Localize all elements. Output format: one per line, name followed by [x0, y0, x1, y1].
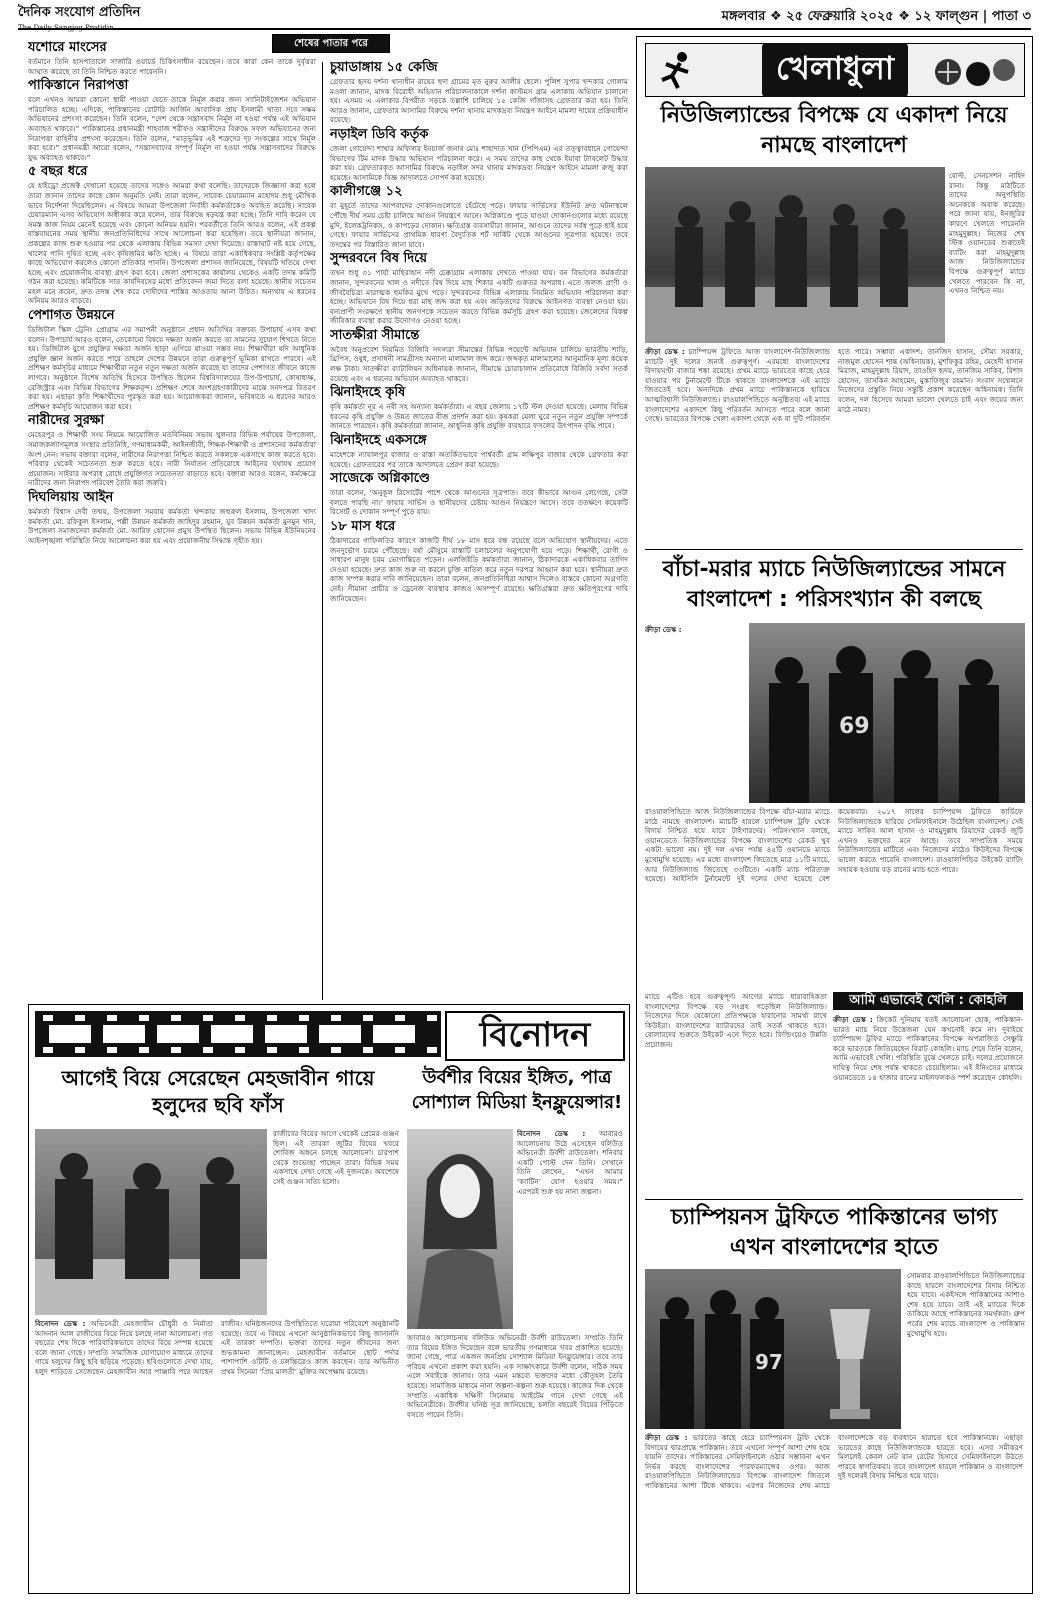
- sports-headline-1: নিউজিল্যান্ডের বিপক্ষে যে একাদশ নিয়ে নামছে বাংলাদেশ: [660, 103, 1008, 158]
- middle-section-body: জেলা গোয়েন্দা শাখার অফিসার ইনচার্জ জনাব মোঃ শাহাদাত খান (পিপিএম) এর তত্ত্বাবধানে গোয়েন্দা বিভাগের টিম মাদক উদ্ধার অভিযান পরিচালনা করে। এ সময় তাদের কাছ থেকে ইয়াবা ট্যাবলেট উদ্ধার করা হয়। গ্রেফতারকৃত আসামির বিরুদ্ধে নড়াইল সদর থানায় মাদকদ্রব্য নিয়ন্ত্রণ আইনে মামলা রুজু করা হয়েছে। আসামিকে বিজ্ঞ আদালতে সোপর্দ করা হয়েছে।: [330, 143, 628, 182]
- sports-story3-body: [833, 1015, 1023, 1195]
- sports-story1-text: চ্যাম্পিয়ন্স ট্রফিতে আজ বাংলাদেশ-নিউজিল্যান্ড ম্যাচটি দুই দলের জন্যই গুরুত্বপূর্ণ। এরমধ্যে বাংলাদেশের বিদায়ঘণ্টা বাজার শঙ্কা রয়েছে। প্রথম ম্যাচে ভারতের কাছে হেরে যাওয়ার পর টুর্নামেন্টে টিকে থাকতে বাংলাদেশকে এই ম্যাচে জিততেই হবে। অন্যদিকে প্রথম ম্যাচে পাকিস্তানকে হারিয়ে আত্মবিশ্বাসী নিউজিল্যান্ড। রাওয়ালপিন্ডিতে অনুষ্ঠিতব্য এই ম্যাচে বাংলাদেশের একাদশে কিছু পরিবর্তন আসতে পারে বলে জানা গেছে। ভারতের বিপক্ষে খেলা একাদশ থেকে এক বা দুটি পরিবর্তন হতে পারে। সম্ভাব্য একাদশ: তানজিদ হাসান, সৌম্য সরকার, নাজমুল হোসেন শান্ত (অধিনায়ক), মুশফিকুর রহিম, মেহেদী হাসান মিরাজ, মাহমুদুল্লাহ রিয়াদ, তাওহিদ হৃদয়, তানজিম সাকিব, রিশাদ হোসেন, তাসকিন আহমেদ, মুস্তাফিজুর রহমান। সংবাদ সম্মেলনে নিজেদের প্রস্তুতি নিয়ে সন্তুষ্টি প্রকাশ করেছেন অধিনায়ক। তিনি বলেন, দল হিসেবে আমরা ভালো খেলতে চাই এবং জয়ের জন্য মাঠে নামব।: [645, 347, 1023, 424]
- middle-section-body: অবৈধ অনুপ্রবেশ নিয়মিত বিজিবি সদস্যরা সীমান্তের বিভিন্ন পয়েন্টে অভিযান চালিয়ে ভারতীয় শাড়ি, থ্রিপিস, ওষুধ, প্রসাধনী সামগ্রীসহ অন্যান্য মালামাল জব্দ করে। জব্দকৃত মালামালের আনুমানিক মূল্য কয়েক লক্ষ টাকা। সাতক্ষীরা ব্যাটালিয়ন অধিনায়ক জানান, সীমান্তে চোরাচালান প্রতিরোধে বিজিবি সর্বদা সতর্ক রয়েছে এবং এ ধরনের অভিযান অব্যাহত থাকবে।: [330, 344, 628, 383]
- sports-story2-continued: ম্যাচে এটিও হবে গুরুত্বপূর্ণ। আগের ম্যাচে ধারাবাহিকতা বাংলাদেশের বিপক্ষে বড় সংগ্রহ গড়েছিল নিউজিল্যান্ড। নিজেদের দিনে যেকোনো প্রতিপক্ষকে হারানোর সামর্থ্য রাখে কিউইরা। বাংলাদেশের ব্যাটারদের তাই সতর্ক থাকতে হবে। বোলারদের শুরুতে উইকেট এনে দিতে হবে। ফিল্ডিংয়েও উন্নতি প্রয়োজন।: [645, 992, 827, 1049]
- nz-players-illustration: [749, 623, 1025, 803]
- left-section-body: কর্মকর্তা বিশ্বাস দেবী তন্ময়, উপজেলা সমবায় কর্মকর্তা খন্দকার জহুরুল ইসলাম, উপজেলা খাদ্য কর্মকর্তা মো. রফিকুল ইসলাম, পল্লী উন্নয়ন কর্মকর্তা জাহিদুর রহমান, যুব উন্নয়ন কর্মকর্তা মুনমুন খান, উপজেলা সমাজসেবা কর্মকর্তা মো. আরিফ হোসেন প্রমুখ উপস্থিত ছিলেন। সভায় বিভিন্ন ইউনিয়নের আইনশৃঙ্খলা পরিস্থিতি নিয়ে আলোচনা করা হয় এবং প্রয়োজনীয় সিদ্ধান্ত গৃহীত হয়।: [28, 506, 316, 545]
- sports-title: খেলাধুলা: [762, 43, 908, 97]
- sports-section: [636, 36, 1033, 1594]
- haldi-ceremony-illustration: [35, 1129, 267, 1315]
- trophy-illustration: [645, 1269, 901, 1429]
- entertainment-story1-body: [35, 1319, 399, 1587]
- sports-headline-2: বাঁচা-মরার ম্যাচে নিউজিল্যান্ডের সামনে বাংলাদেশ : পরিসংখ্যান কী বলছে: [662, 557, 1006, 612]
- entertainment-headline-2: উর্বশীর বিয়ের ইঙ্গিত, পাত্র সোশ্যাল মিডিয়া ইনফ্লুয়েন্সার!: [411, 1067, 623, 1113]
- svg-text:97: 97: [755, 1350, 783, 1374]
- middle-section-body: তখন শুধু ৩১ পার্যা মাছিরাহান নদী চেক্কাগ্রাম এলাকায় দেখতে পাওয়া যায়। বন বিভাগের কর্মকর্তারা জানান, সুন্দরবনের খাল ও নদীতে বিষ দিয়ে মাছ শিকার একটি গুরুতর অপরাধ। এতে জলজ প্রাণী ও জীববৈচিত্র্য মারাত্মক হুমকির মুখে পড়ে। সুন্দরবনের বিভিন্ন এলাকায় নিয়মিত অভিযান পরিচালনা করা হচ্ছে। অভিযানে বিষ দিয়ে ধরা মাছ জব্দ করা হয় এবং জড়িতদের বিরুদ্ধে আইনগত ব্যবস্থা নেওয়া হয়। বন্যপ্রাণী সংরক্ষণে স্থানীয় জনগণকে সচেতন করতে বিভিন্ন কর্মসূচি গ্রহণ করা হয়েছে। জেলেদের বিকল্প জীবিকার ব্যবস্থা করার উদ্যোগও নেওয়া হচ্ছে।: [330, 268, 628, 326]
- middle-section-body: কৃষি কর্মকর্তা নূর এ নবী সহ অন্যান্য কর্মকর্তারা। এ বছর জেলায় ১৭টি স্টল দেওয়া হয়েছে। মেলায় বিভিন্ন ধরনের কৃষি প্রযুক্তি ও উন্নত জাতের বীজ প্রদর্শন করা হয়। কৃষকরা মেলা ঘুরে নতুন নতুন প্রযুক্তি সম্পর্কে জানতে পারছেন। কৃষি কর্মকর্তারা জানান, আধুনিক কৃষি প্রযুক্তি ব্যবহারে ফসলের উৎপাদন বৃদ্ধি পাবে।: [330, 402, 628, 431]
- bangladesh-team-photo: [645, 167, 945, 343]
- middle-section-heading: ঝিনাইদহে কৃষি: [330, 385, 406, 401]
- sports-story4-dateline: ক্রীড়া ডেস্ক :: [645, 1433, 688, 1442]
- new-zealand-team-photo: [749, 623, 1025, 803]
- masthead: [18, 6, 1031, 30]
- middle-section-heading: নড়াইল ডিবি কর্তৃক: [330, 126, 429, 142]
- entertainment-section: [28, 1004, 630, 1594]
- sports-story4-side: সোমবার রাওয়ালপিন্ডিতে নিউজিল্যান্ডের কাছে হারলে বাংলাদেশের বিদায় নিশ্চিত হয়ে যাবে। একইসঙ্গে পাকিস্তানের আশাও শেষ হয়ে যাবে। তাই এই ম্যাচের দিকে তাকিয়ে আছে পাকিস্তানের সমর্থকরা। গ্রুপ পর্বের শেষ ম্যাচে বাংলাদেশ ও পাকিস্তান মুখোমুখি হবে।: [907, 1271, 1025, 1338]
- left-section-heading: দিঘলিয়ায় আইন: [28, 489, 114, 505]
- left-section-heading: যশোরে মাংসের: [28, 40, 107, 55]
- left-sections: [28, 40, 316, 545]
- middle-section-body: ঠিকাদারের গাফিলতির কারণে কাজটি দীর্ঘ ১৮ মাস ধরে বন্ধ রয়েছে বলে অভিযোগ স্থানীয়দের। এতে জনদুর্ভোগ চরমে পৌঁছেছে। বর্ষা মৌসুমে রাস্তাটি চলাচলের অনুপযোগী হয়ে পড়ে। শিক্ষার্থী, রোগী ও সাধারণ মানুষ চরম ভোগান্তিতে পড়েন। এলজিইডি কর্মকর্তারা জানান, ঠিকাদারকে একাধিকবার তাগিদ দেওয়া হয়েছে। দ্রুত কাজ শুরু না করলে চুক্তি বাতিল করে নতুন দরপত্র আহ্বান করা হবে। স্থানীয়রা দ্রুত কাজ সম্পন্ন করার দাবি জানিয়েছেন। তারা বলেন, জনপ্রতিনিধিরা আশ্বাস দিলেও বাস্তবে কোনো অগ্রগতি নেই। সীমানা প্রাচীর ও ড্রেনেজ ব্যবস্থার কাজও অসম্পূর্ণ রয়েছে। ক্ষতিগ্রস্তরা দ্রুত ক্ষতিপূরণের দাবি জানিয়েছেন।: [330, 536, 628, 603]
- left-section-body: ডিজিটাল স্কিল ট্রেনিং প্রোগ্রাম এর সমাপনী অনুষ্ঠানে প্রধান অতিথির বক্তব্যে উপাচার্য এসব কথা বলেন। উপাচার্য আরও বলেন, তেকোনো বিষয়ে দক্ষতা অর্জন করতে তা সামনের সুযোগ শিখতে নিতে হয়। ডিজিটাল যুগে প্রযুক্তির দক্ষতা অর্জন ছাড়া এগিয়ে যাওয়া সম্ভব নয়। শিক্ষার্থীরা যদি আধুনিক প্রযুক্তি জ্ঞান অর্জন করতে পারে তাহলে দেশের উন্নয়নে তারা গুরুত্বপূর্ণ ভূমিকা রাখতে পারবে। এই প্রশিক্ষণ কর্মসূচির মাধ্যমে শিক্ষার্থীরা নতুন নতুন দক্ষতা অর্জন করেছে যা তাদের পেশাগত জীবনে কাজে লাগবে। অনুষ্ঠানে বিশেষ অতিথি হিসেবে উপস্থিত ছিলেন বিশ্ববিদ্যালয়ের উপ-উপাচার্য, কোষাধ্যক্ষ, রেজিস্ট্রার এবং বিভিন্ন বিভাগের শিক্ষকবৃন্দ। প্রশিক্ষণ শেষে অংশগ্রহণকারীদের মাঝে সনদপত্র বিতরণ করা হয়। এছাড়া কৃতি শিক্ষার্থীদের পুরস্কৃত করা হয়। আয়োজকরা জানান, ভবিষ্যতে এ ধরনের আরও প্রশিক্ষণ কর্মসূচি আয়োজন করা হবে।: [28, 325, 316, 411]
- middle-section-heading: ১৮ মাস ধরে: [330, 519, 396, 534]
- middle-section-body: গ্রেফতার হৃদয় দর্শনা থানাধীন রায়ের হুদা গ্রামের মৃত নুরুর আলীর ছেলে। পুলিশ সুপার খন্দকার গোলাম মওলা জানান, মাদক বিরোধী অভিযান পরিচালনাকালে দর্শনা কাস্টমস গ্রাম এলাকায় অভিযান চালানো হয়। এসময় এ এলাকার বিপরীত সড়কে তল্লাশি চালিয়ে ১৫ কেজি গাঁজাসহ গ্রেফতার করা হয়। তিনি আরও জানান, গ্রেফতার আসামির বিরুদ্ধে দর্শনা থানায় মাদকদ্রব্য নিয়ন্ত্রণ আইনে মামলা দায়ের প্রক্রিয়াধীন রয়েছে।: [330, 77, 628, 125]
- middle-section-heading: সাতক্ষীরা সীমান্তে: [330, 327, 420, 343]
- entertainment-title: বিনোদন: [445, 1011, 625, 1061]
- sports-divider-2: [645, 1199, 1023, 1200]
- middle-section-body: মাহেশকে ন্যায়ালপুর বাজার ও রাস্তা অতর্কিতভাবে পার্শ্ববর্তী গ্রাম লক্ষিপুর বাজার থেকে গ্রেফতার করা হয়েছে। গ্রেফতারের পর তাকে আদালতে প্রেরণ করা হয়েছে।: [330, 450, 628, 469]
- sports-story2-dateline: ক্রীড়া ডেস্ক :: [645, 625, 682, 634]
- left-section-heading: নারীদের সুরক্ষা: [28, 413, 105, 429]
- left-section-heading: পেশাগত উন্নয়নে: [28, 308, 115, 324]
- left-section-body: মেহেরপুর ও শিক্ষার্থী সংঘ নিয়মে আয়োজিত মতবিনিময় সভায় খুলনার বিভিন্ন পর্যায়ের উপজেলা, সমাজকল্যাণমূলক সংস্থার প্রতিনিধি, গণমাধ্যমকর্মী, আইনজীবী, শিক্ষক-শিক্ষার্থী ও প্রশাসনের কর্মকর্তারা অংশ নেন। সভায় বক্তারা বলেন, নারীদের নিরাপত্তা নিশ্চিত করতে সকলকে একসাথে কাজ করতে হবে। পরিবার থেকেই সচেতনতা শুরু করতে হবে। নারী নির্যাতন প্রতিরোধে আইনের যথাযথ প্রয়োগ প্রয়োজন। সাইবার অপরাধ রোধে প্রযুক্তিগত সচেতনতা বাড়াতে হবে। বক্তারা আরও বলেন, কর্মক্ষেত্রে নারীদের জন্য নিরাপদ পরিবেশ তৈরি করা জরুরি।: [28, 430, 316, 488]
- left-section-heading: ৫ বছর ধরে: [28, 164, 88, 180]
- middle-section-body: বা মুহূর্তে তাদের আপবাদের দোকানগুলোতে হেঁটেছে পড়ে। ফায়ার সার্ভিসের ইউনিট দ্রুত ঘটনাস্থলে পৌঁছে দীর্ঘ সময় চেষ্টা চালিয়ে আগুন নিয়ন্ত্রণে আনে। অগ্নিকাণ্ডে পুড়ে যাওয়া দোকানগুলোর মধ্যে রয়েছে মুদি, ইলেকট্রনিকস, ও কাপড়ের দোকান। ক্ষতিগ্রস্ত ব্যবসায়ীরা জানান, আগুনে তাদের সর্বস্ব পুড়ে ছাই হয়ে গেছে। ফায়ার সার্ভিসের প্রাথমিক ধারণা বৈদ্যুতিক শর্ট সার্কিট থেকে আগুনের সূত্রপাত হয়েছে। তবে তদন্তের পর বিস্তারিত জানা যাবে।: [330, 201, 628, 249]
- mehazabien-haldi-photo: [35, 1129, 267, 1315]
- sports-story1-side: বোল্ট, সেনসেশন নাহিদ রানা। কিন্তু মাঠটিতে তাদের অনুপস্থিতি অনেককে অবাক করেছে। পরে জানা যায়, ইনজুরির কারণে খেলতে পারেননি মাহমুদুল্লাহ। নিজের শেষ স্টিক ওয়ানডের শুরুতেই ব্যাটিং করা মাহমুদুল্লাহ আজ নিউজিল্যান্ডের বিপক্ষে গুরুত্বপূর্ণ ম্যাচে খেলতে পারবেন কি না, এখনও নিশ্চিত নয়।: [949, 171, 1025, 296]
- entertainment-headline-1: আগেই বিয়ে সেরেছেন মেহজাবীন গায়ে হলুদের ছবি ফাঁস: [61, 1066, 375, 1117]
- sports-divider: [645, 549, 1023, 550]
- film-strip-banner: [35, 1011, 441, 1057]
- sports-story3-text: ক্রিকেট দুনিয়ায় যতই আলোচনা হোক, পাকিস্তান-ভারত ম্যাচ নিয়ে উত্তেজনা যেন কখনোই কমে না। দুবাইয়ে চ্যাম্পিয়ন্স ট্রফির ম্যাচে পাকিস্তানের বিপক্ষে অপরাজিত সেঞ্চুরি করে ভারতকে জিতিয়েছেন বিরাট কোহলি। ম্যাচ শেষে তিনি বলেন, আমি এভাবেই খেলি। পরিস্থিতি বুঝে খেলতে চাই। দলের প্রয়োজনে দায়িত্ব নিয়ে শেষ পর্যন্ত থাকতে চেয়েছিলাম। এই ইনিংসের মাধ্যমে ওয়ানডেতে ১৪ হাজার রানের মাইলফলকও স্পর্শ করেছেন কোহলি।: [833, 1015, 1023, 1082]
- sports-story4-body: [645, 1433, 1023, 1587]
- sports-story2-body: রাওয়ালপিন্ডিতে আজ নিউজিল্যান্ডের বিপক্ষে বাঁচা-মরার ম্যাচে মাঠে নামছে বাংলাদেশ। ম্যাচটি হারলে চ্যাম্পিয়ন্স ট্রফি থেকে বিদায় নিশ্চিত হয়ে যাবে টাইগারদের। পরিসংখ্যান বলছে, ওয়ানডেতে নিউজিল্যান্ডের বিপক্ষে বাংলাদেশের রেকর্ড খুব একটা ভালো নয়। দুই দল এখন পর্যন্ত ৪৫টি ওয়ানডে ম্যাচে মুখোমুখি হয়েছে। এর মধ্যে বাংলাদেশ জিতেছে মাত্র ১১টি ম্যাচে, আর নিউজিল্যান্ড জিতেছে ৩৩টিতে। একটি ম্যাচ পরিত্যক্ত হয়েছে। আইসিসি টুর্নামেন্টে দুই দলের দেখা হয়েছে বেশ কয়েকবার। ২০১৭ সালের চ্যাম্পিয়ন্স ট্রফিতে কার্ডিফে নিউজিল্যান্ডকে হারিয়ে সেমিফাইনালে উঠেছিল বাংলাদেশ। সেই ম্যাচে সাকিব আল হাসান ও মাহমুদুল্লাহ রিয়াদের রেকর্ড জুটি এখনও ভক্তদের মনে আছে। তবে সাম্প্রতিক সময়ে নিউজিল্যান্ডের মাটিতে এবং নিজেদের মাঠেও কিউইদের বিপক্ষে ভালো করতে পারেনি বাংলাদেশ। রাওয়ালপিন্ডির উইকেট ব্যাটিং সহায়ক হওয়ায় বড় রানের ম্যাচ হতে পারে।: [645, 807, 1023, 884]
- entertainment-story2-intro: বিনোদন ডেস্ক : আবারও আলোচনায় উঠে এসেছেন বলিউড অভিনেত্রী উর্বশী রাউতেলা। শনিবার একটি পোস্ট দেন তিনি। সেখানে তিনি লেখেন, “এখন আমার ‘ক্যাটিন’ যোগ হওয়ার সময়।” এরপরই শুরু হয় নানা জল্পনা।: [517, 1129, 623, 1196]
- players-illustration: [645, 167, 945, 343]
- sports-story3-dateline: ক্রীড়া ডেস্ক :: [833, 1015, 873, 1024]
- continuation-banner: শেষের পাতার পরে: [272, 34, 390, 53]
- entertainment-story1-dateline: বিনোদন ডেস্ক :: [35, 1319, 86, 1328]
- middle-section-heading: ঝিনাইদহে একসঙ্গে: [330, 433, 427, 449]
- portrait-illustration: [407, 1129, 513, 1329]
- middle-news-column: [330, 58, 628, 1000]
- sports-story1-dateline: ক্রীড়া ডেস্ক :: [645, 347, 685, 356]
- entertainment-story2-dateline: বিনোদন ডেস্ক :: [517, 1129, 586, 1138]
- sports-story1-body: [645, 347, 1023, 543]
- middle-section-heading: সুন্দরবনে বিষ দিয়ে: [330, 251, 427, 267]
- middle-section-heading: কালীগঞ্জে ১২: [330, 184, 403, 200]
- entertainment-story1-side: রাজীবের বিয়ের আগে থেকেই প্রেমের গুঞ্জন ছিল। এই তারকা জুটির বিয়ের খবরে শোবিজ অঙ্গনে চলছে আলোচনা। চারপাশ থেকে শুভেচ্ছা পাচ্ছেন তারা। বিভিন্ন সময় একসাথে দেখা গেছে এই দুজনকে। অবশেষে সেই গুঞ্জন সত্যি হলো।: [273, 1129, 399, 1186]
- sports-story4-text: ভারতের কাছে হেরে চ্যাম্পিয়নস ট্রফি থেকে বিদায়ের দ্বারপ্রান্তে পাকিস্তান। তবে এখনো সম্পূর্ণ আশা শেষ হয়ে যায়নি তাদের। পাকিস্তানের সেমিফাইনালে ওঠার সম্ভাবনা এখন নির্ভর করছে বাংলাদেশের পারফরম্যান্সের ওপর। আজ রাওয়ালপিন্ডিতে নিউজিল্যান্ডের বিপক্ষে বাংলাদেশ জিতলে পাকিস্তানের আশা টিকে থাকবে। এরপর নিজেদের শেষ ম্যাচে বাংলাদেশকে বড় ব্যবধানে হারাতে হবে পাকিস্তানকে। এছাড়া ভারতের কাছে নিউজিল্যান্ডকে হারতে হবে। এসব সমীকরণ মিললেই কেবল নেট রান রেটের হিসাবে সেমিফাইনালে উঠতে পারবে স্বাগতিকরা। তবে বাংলাদেশ হারলে পাকিস্তান ও বাংলাদেশ দুই দলেরই বিদায় নিশ্চিত হয়ে যাবে।: [645, 1433, 1023, 1490]
- left-section-body: যে হাইড্রো প্রজেক্ট দেখানো হয়েছে তাদের সঙ্গেও আমরা কথা বলেছি। তাদেরকে জিজ্ঞাসা করা হলে তারা জানান তাদের কাছে কোন অনুমতি নেই। তারা বলেন, সাবেক চেয়ারম্যান মহোদয় শুধু মৌখিক ভাবে নির্দেশনা দিয়েছিলেন। এ বিষয়ে আমরা উপজেলা নির্বাহী কর্মকর্তাকেও অবহিত করেছি। সাবেক চেয়ারম্যান এসব অভিযোগ অস্বীকার করে বলেন, তার বিরুদ্ধে ষড়যন্ত্র করা হচ্ছে। তিনি দাবি করেন যে সমস্ত কাজ নিয়ম মেনেই হয়েছে এবং কোনো অনিয়ম হয়নি। পরবর্তীতে তিনি আরও বলেন, এই প্রকল্প বাস্তবায়নের সময় স্থানীয় জনপ্রতিনিধিদের সাথে আলোচনা করা হয়েছিল। তবে স্থানীয়রা জানান, প্রকল্পের কাজ শুরু হওয়ার পর থেকে এলাকায় বিভিন্ন সমস্যা দেখা দিয়েছে। রাস্তাঘাট নষ্ট হয়ে গেছে, খালের পানি দূষিত হচ্ছে এবং কৃষিজমির ক্ষতি হচ্ছে। এ বিষয়ে তারা একাধিকবার সংশ্লিষ্ট কর্তৃপক্ষের কাছে অভিযোগ করলেও কোনো প্রতিকার পাননি। উপজেলা প্রশাসন জানিয়েছে, বিষয়টি খতিয়ে দেখা হচ্ছে এবং প্রয়োজনীয় ব্যবস্থা গ্রহণ করা হবে। জেলা প্রশাসকের কার্যালয় থেকেও একটি তদন্ত কমিটি গঠন করা হয়েছে। কমিটিকে সাত কার্যদিবসের মধ্যে প্রতিবেদন জমা দিতে বলা হয়েছে। স্থানীয় সচেতন মহল মনে করেন, দ্রুত তদন্ত শেষ করে দোষীদের শাস্তির আওতায় আনা উচিত। অন্যথায় এ ধরনের অনিয়ম আরও বাড়বে।: [28, 181, 316, 306]
- logo-text: দৈনিক সংযোগ প্রতিদিন: [18, 4, 141, 20]
- film-strip-icon: [35, 1011, 441, 1057]
- logo-subtitle: The Daily Sangjog Protidin: [18, 23, 114, 32]
- left-news-column: [28, 38, 316, 998]
- entertainment-story1-text: অভিনেত্রী মেহজাবীন চৌধুরী ও নির্মাতা আদনান আল রাজীবের বিয়ে নিয়ে চলছে নানা আলোচনা। গত বছরের শেষ দিকে পারিবারিকভাবে তাদের বিয়ে সম্পন্ন হয়েছে বলে জানা গেছে। সম্প্রতি সামাজিক যোগাযোগ মাধ্যমে তাদের গায়ে হলুদের কিছু ছবি ছড়িয়ে পড়েছে। ছবিগুলোতে দেখা যায়, হলুদ শাড়িতে সেজেছেন মেহজাবীন আর পাঞ্জাবি পরে আছেন রাজীব। ঘনিষ্ঠজনদের উপস্থিতিতে ঘরোয়া পরিবেশে অনুষ্ঠানটি হয়েছে। তবে এ বিষয়ে এখনো আনুষ্ঠানিকভাবে কিছু জানাননি এই তারকা দম্পতি। ভক্তরা তাদের নতুন জীবনের জন্য শুভকামনা জানাচ্ছেন। মেহজাবীন বর্তমানে ছোট পর্দার পাশাপাশি ওটিটি ও চলচ্চিত্রেও কাজ করছেন। তার অভিনীত প্রথম সিনেমা ‘প্রিয় মালতী’ মুক্তির অপেক্ষায় রয়েছে।: [35, 1319, 399, 1376]
- pakistan-team-trophy-photo: [645, 1269, 901, 1429]
- middle-section-body: তারা বলেন, ‘অনুকূল রিসোর্টের পাশে থেকে আগুনের সূত্রপাত। তবে কীভাবে আগুন লেগেছে, সেটা বলতে পারছি না।’ ফায়ার সার্ভিস ও স্থানীয়দের চেষ্টায় আগুন নিয়ন্ত্রণে আসে। তবে ততক্ষণে কয়েকটি রিসোর্ট ও দোকান সম্পূর্ণ পুড়ে যায়।: [330, 488, 628, 517]
- sports-story2-intro: [645, 625, 745, 803]
- sports-headline-4: চ্যাম্পিয়নস ট্রফিতে পাকিস্তানের ভাগ্য এখন বাংলাদেশের হাতে: [670, 1205, 998, 1260]
- svg-text:69: 69: [839, 714, 870, 739]
- left-section-body: বর্তমানে তিনি হাসপাতালে সার্জারি ওয়ার্ডে চিকিৎসাধীন রয়েছেন। তবে কারা কেন তাকে দুর্বৃত্তরা আঘাত করেছে তা তিনি নিশ্চিত করতে পারেননি।: [28, 57, 316, 76]
- left-section-heading: পাকিস্তানে নিরাপত্তা: [28, 78, 129, 94]
- sports-headline-3: আমি এভাবেই খেলি : কোহলি: [833, 992, 1023, 1010]
- runner-icon: [656, 50, 696, 90]
- column-divider: [322, 62, 323, 1000]
- sports-balls-icon: [928, 50, 1018, 90]
- left-section-body: বলে এখনও আমরা কোনো স্থায়ী পাওয়া যেতে তাকে নির্মূল করার জন্য স্যানিটাইজেশন অভিযান পরিচালিত হচ্ছে। এদিকে, পাকিস্তানের রোটারি আর্জিন আবাসিক প্রায় ইসলামী খাতা সবে সক্ষম অভিযানের প্রশংসা করেছেন। তিনি বলেন, “দেশ থেকে সন্ত্রাসবাদ নির্মূল না হওয়া পর্যন্ত এই অভিযান অব্যাহত থাকবে।” পাকিস্তানের প্রধানমন্ত্রী শাহবাজ শরীফও সন্ত্রাসীদের বিরুদ্ধে সফল অভিযানের জন্য নিরাপত্তা বাহিনীর প্রশংসা করেছেন। তিনি বলেন, “মাতৃভূমির এই শত্রুদের দৃঢ় সংকল্পের সাথে নির্মূল করা হবে।” প্রধানমন্ত্রী আরো বলেন, “সন্ত্রাসবাদের সম্পূর্ণ নির্মূল না হওয়া পর্যন্ত সন্ত্রাসবাদের বিরুদ্ধে যুদ্ধ অব্যাহত থাকবে।”: [28, 95, 316, 162]
- newspaper-logo: [18, 3, 140, 32]
- middle-sections: [330, 60, 628, 603]
- sports-header: [645, 43, 1025, 97]
- entertainment-story2-body: আবারও আলোচনায় বলিউড অভিনেত্রী উর্বশী রাউতেলা। সম্প্রতি তিনি তার বিয়ের ইঙ্গিত দিয়েছেন বলে ভারতীয় গণমাধ্যমে খবর প্রকাশিত হয়েছে। জানা গেছে, পাত্র একজন জনপ্রিয় সোশ্যাল মিডিয়া ইনফ্লুয়েন্সার। তবে তার পরিচয় এখনো প্রকাশ করা হয়নি। এক সাক্ষাৎকারে উর্বশী বলেন, সঠিক সময় এলে সবাইকে জানাব। তার এমন মন্তব্যে ভক্তদের মধ্যে কৌতূহল তৈরি হয়েছে। সামাজিক মাধ্যমে নানা জল্পনা-কল্পনা শুরু হয়েছে। কাজের দিক থেকে সম্প্রতি একাধিক দক্ষিণী সিনেমায় আইটেম গানে দেখা গেছে এই অভিনেত্রীকে। উর্বশীর ঘনিষ্ঠ সূত্র জানিয়েছে, চলতি বছরেই বিয়ের পিঁড়িতে বসতে পারেন তিনি।: [407, 1333, 623, 1419]
- urvashi-portrait-photo: [407, 1129, 513, 1329]
- middle-section-heading: সাজেকে অগ্নিকাণ্ডে: [330, 471, 430, 487]
- middle-section-heading: চুয়াডাঙ্গায় ১৫ কেজি: [330, 60, 438, 75]
- page-dateline: মঙ্গলবার ❖ ২৫ ফেব্রুয়ারি ২০২৫ ❖ ১২ ফাল্গুন | পাতা ৩: [721, 8, 1031, 24]
